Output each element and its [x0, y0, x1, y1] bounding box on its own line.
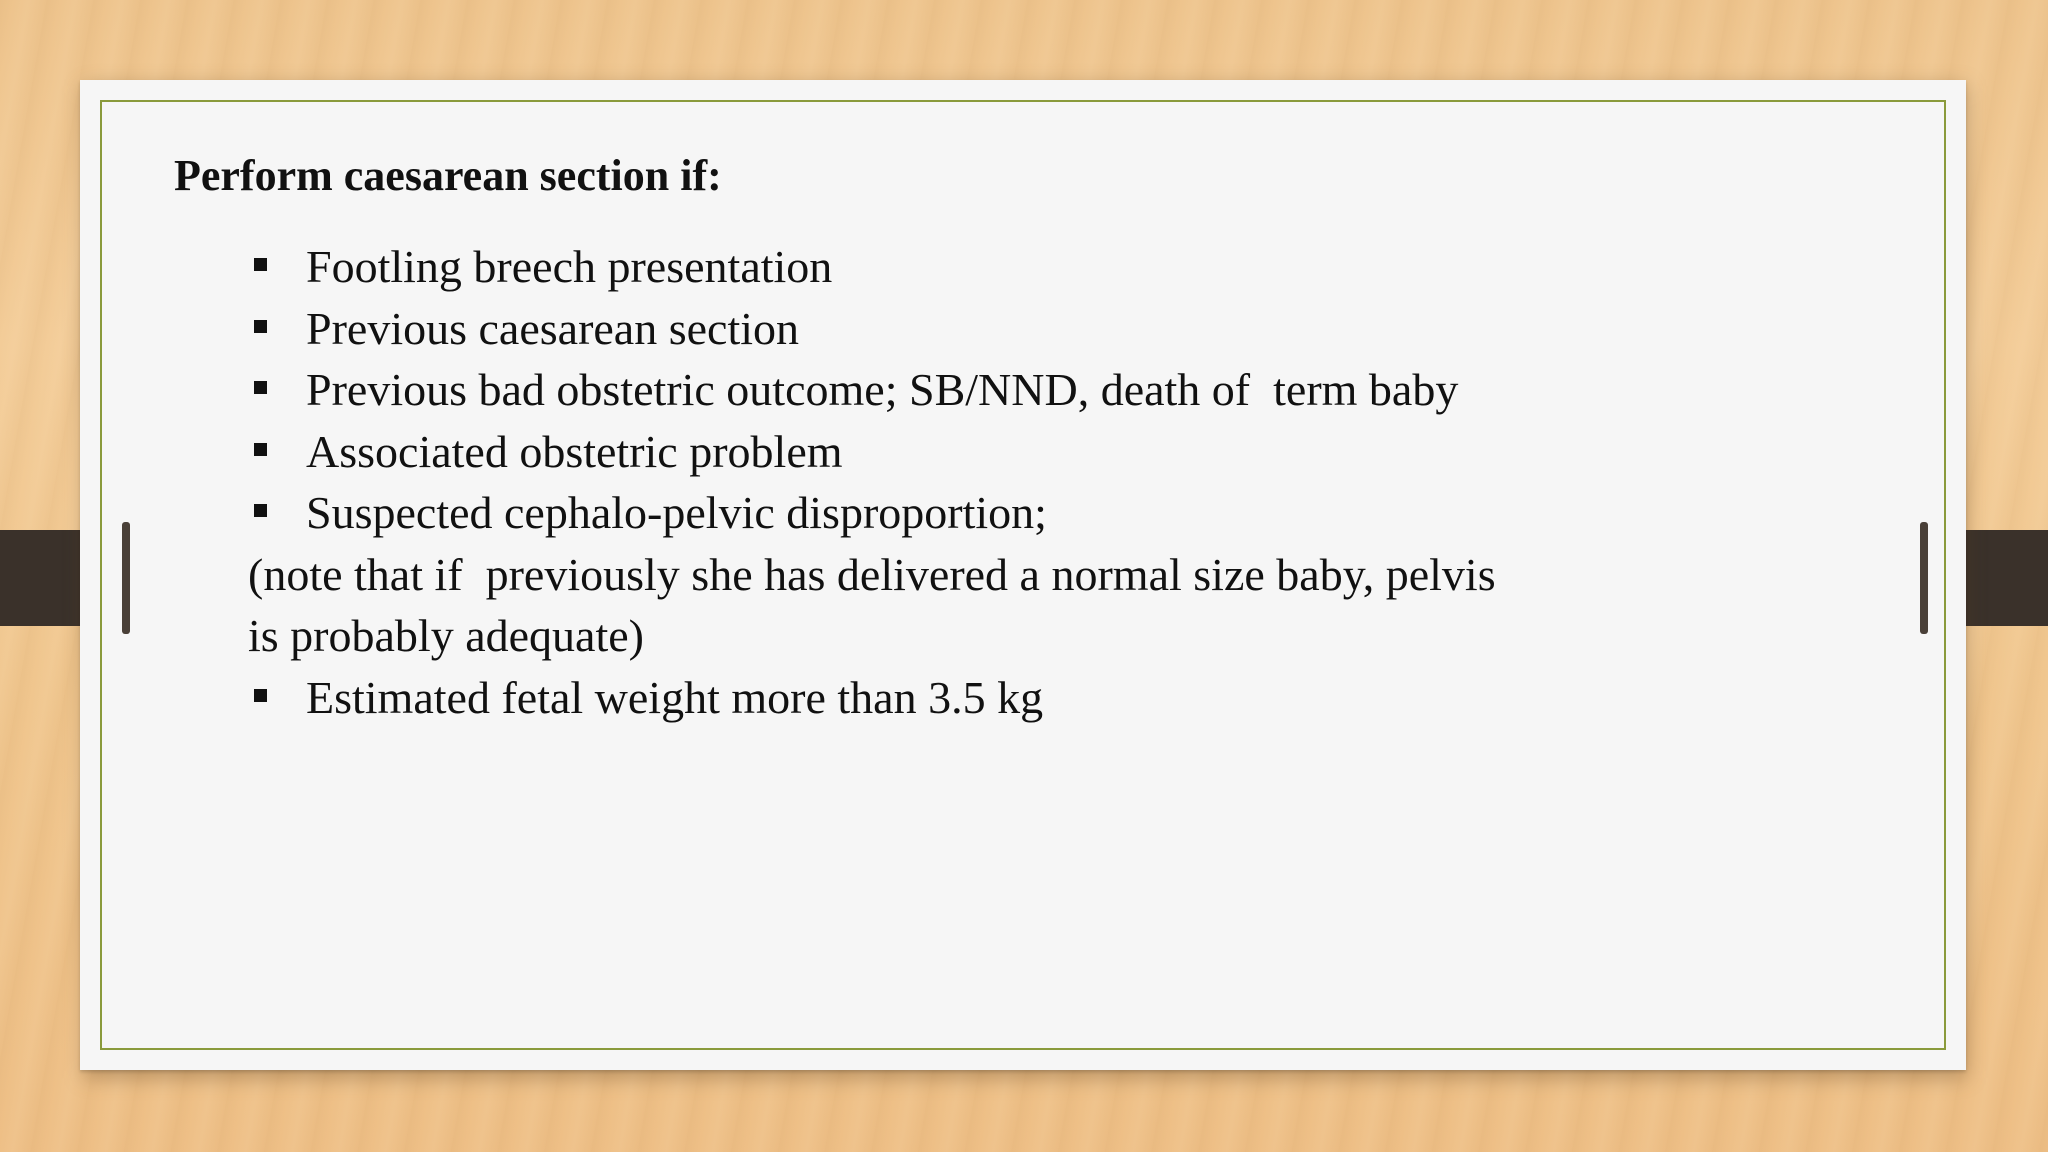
list-item	[248, 359, 1874, 421]
square-bullet-icon	[254, 504, 267, 517]
slide-content	[174, 146, 1874, 728]
square-bullet-icon	[254, 320, 267, 333]
list-item	[248, 667, 1874, 729]
list-item-text: Suspected cephalo-pelvic disproportion;	[306, 487, 1047, 538]
pelvis-note	[174, 544, 1648, 667]
list-item-text: Previous bad obstetric outcome; SB/NND, death of term baby	[306, 364, 1459, 415]
list-item-text: Estimated fetal weight more than 3.5 kg	[306, 671, 1044, 723]
list-item	[248, 236, 1874, 298]
list-item	[248, 482, 1874, 544]
square-bullet-icon	[254, 443, 267, 456]
list-item	[248, 298, 1874, 360]
slide-heading: Perform caesarean section if:	[174, 151, 722, 200]
square-bullet-icon	[254, 689, 267, 702]
list-item-text: Footling breech presentation	[306, 241, 833, 292]
pelvis-note-line-2: is probably adequate)	[248, 610, 644, 661]
square-bullet-icon	[254, 258, 267, 271]
left-strap-cap	[122, 522, 130, 634]
indication-list-continued	[174, 667, 1874, 729]
square-bullet-icon	[254, 381, 267, 394]
pelvis-note-line-1: (note that if previously she has delivered a normal size baby, pelvis	[248, 548, 1496, 600]
list-item-text: Previous caesarean section	[306, 302, 800, 354]
right-strap-cap	[1920, 522, 1928, 634]
indication-list	[174, 236, 1874, 544]
list-item	[248, 421, 1874, 483]
list-item-text: Associated obstetric problem	[306, 425, 843, 477]
